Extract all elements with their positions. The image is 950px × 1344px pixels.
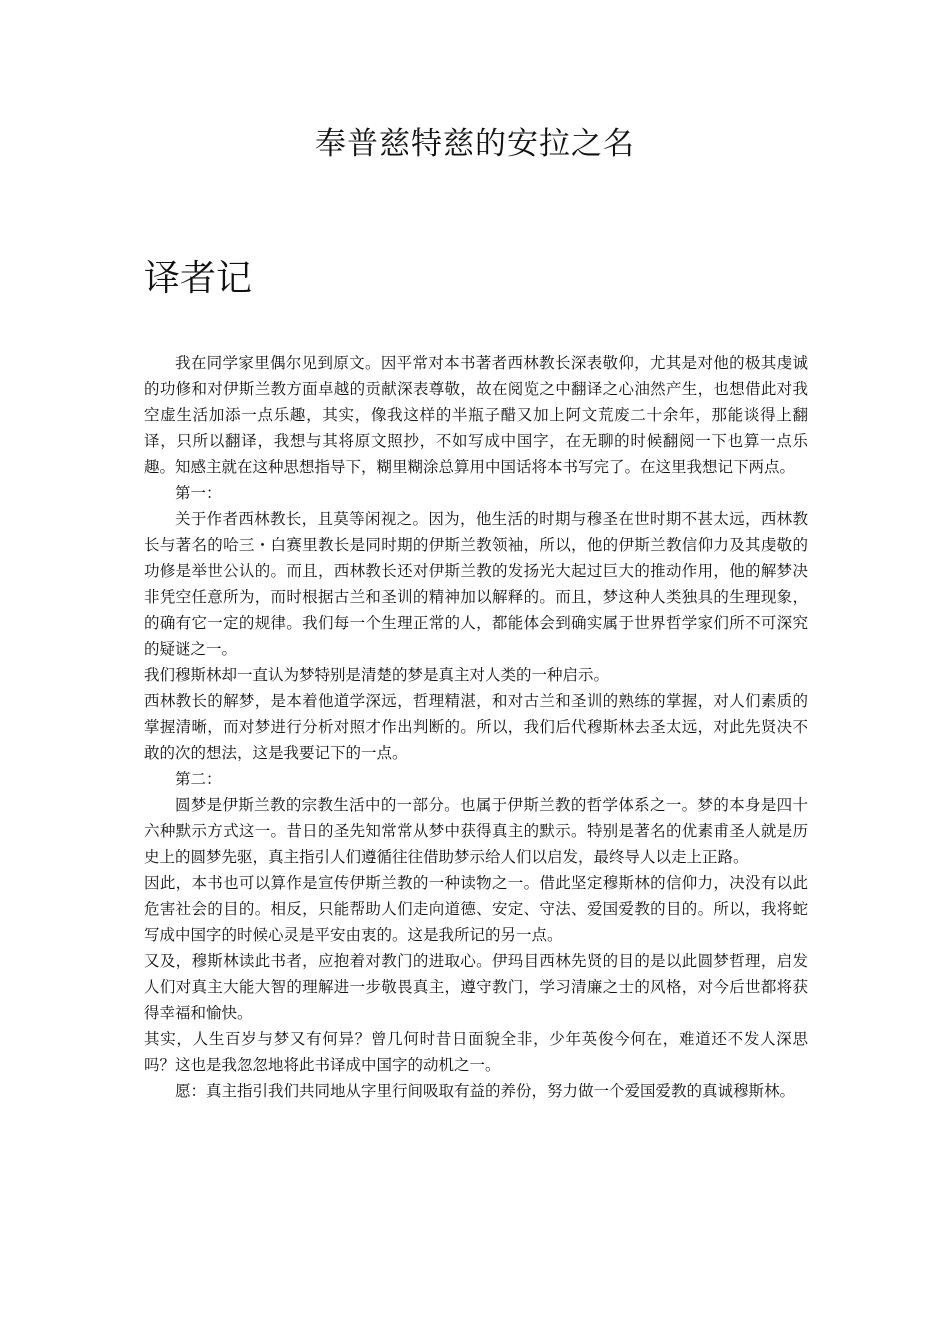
paragraph: 又及，穆斯林读此书者，应抱着对教门的进取心。伊玛目西林先贤的目的是以此圆梦哲理，启发人们对真主大能大智的理解进一步敬畏真主，遵守教门，学习清廉之士的风格，对今后世都将获得幸福和愉快。 [144, 952, 808, 1022]
paragraph: 圆梦是伊斯兰教的宗教生活中的一部分。也属于伊斯兰教的哲学体系之一。梦的本身是四十六种默示方式这一。昔日的圣先知常常从梦中获得真主的默示。特别是著名的优素甫圣人就是历史上的圆梦先驱，真主指引人们遵循往往借助梦示给人们以启发，最终导人以走上正路。 [144, 796, 808, 866]
document-body [144, 350, 808, 1104]
paragraph: 关于作者西林教长，且莫等闲视之。因为，他生活的时期与穆圣在世时期不甚太远，西林教长与著名的哈三・白赛里教长是同时期的伊斯兰教领袖，所以，他的伊斯兰教信仰力及其虔敬的功修是举世公认的。而且，西林教长还对伊斯兰教的发扬光大起过巨大的推动作用，他的解梦决非凭空任意所为，而时根据古兰和圣训的精神加以解释的。而且，梦这种人类独具的生理现象，的确有它一定的规律。我们每一个生理正常的人，都能体会到确实属于世界哲学家们所不可深究的疑谜之一。 [144, 510, 808, 658]
paragraph: 西林教长的解梦，是本着他道学深远，哲理精湛，和对古兰和圣训的熟练的掌握，对人们素质的掌握清晰，而对梦进行分析对照才作出判断的。所以，我们后代穆斯林去圣太远，对此先贤决不敢的次的想法，这是我要记下的一点。 [144, 692, 808, 762]
paragraph: 其实，人生百岁与梦又有何异？曾几何时昔日面貌全非，少年英俊今何在，难道还不发人深思吗？这也是我忽忽地将此书译成中国字的动机之一。 [144, 1030, 808, 1074]
section-heading: 译者记 [144, 258, 253, 299]
paragraph: 第二： [175, 770, 222, 788]
document-title: 奉普慈特慈的安拉之名 [315, 126, 635, 162]
paragraph: 因此，本书也可以算作是宣传伊斯兰教的一种读物之一。借此坚定穆斯林的信仰力，决没有以此危害社会的目的。相反，只能帮助人们走向道德、安定、守法、爱国爱教的目的。所以，我将蛇写成中国字的时候心灵是平安由衷的。这是我所记的另一点。 [144, 874, 808, 944]
paragraph: 第一： [175, 484, 222, 502]
paragraph: 愿：真主指引我们共同地从字里行间吸取有益的养份，努力做一个爱国爱教的真诚穆斯林。 [175, 1082, 796, 1100]
paragraph: 我在同学家里偶尔见到原文。因平常对本书著者西林教长深表敬仰，尤其是对他的极其虔诚的功修和对伊斯兰教方面卓越的贡献深表尊敬，故在阅览之中翻译之心油然产生，也想借此对我空虚生活加添一点乐趣，其实，像我这样的半瓶子醋又加上阿文荒废二十余年，那能谈得上翻译，只所以翻译，我想与其将原文照抄，不如写成中国字，在无聊的时候翻阅一下也算一点乐趣。知感主就在这种思想指导下，糊里糊涂总算用中国话将本书写完了。在这里我想记下两点。 [144, 354, 808, 476]
paragraph: 我们穆斯林却一直认为梦特别是清楚的梦是真主对人类的一种启示。 [144, 666, 610, 684]
